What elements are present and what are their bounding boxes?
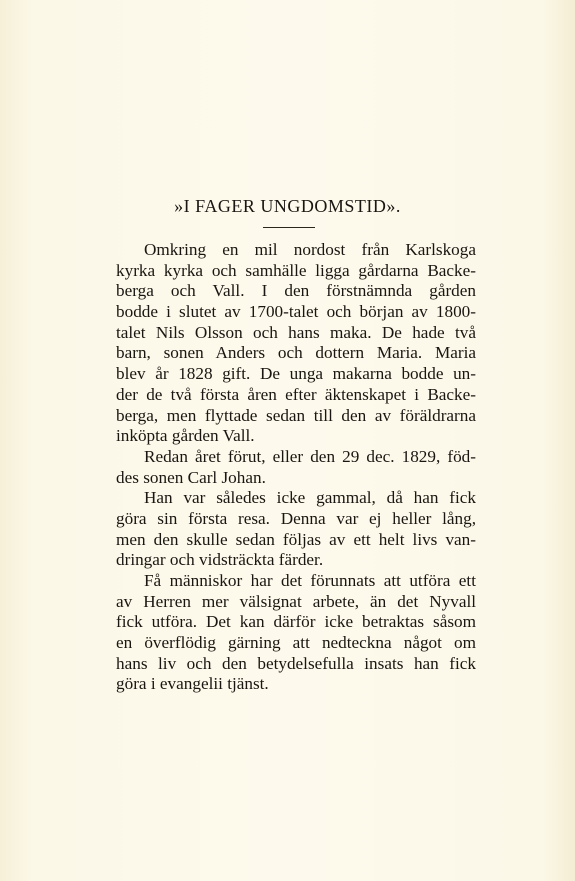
- chapter-heading: »I FAGER UNGDOMSTID».: [174, 196, 401, 216]
- text-line: kyrka kyrka och samhälle ligga gårdarna Backe-: [116, 260, 476, 280]
- text-line: inköpta gården Vall.: [116, 426, 255, 446]
- text-line: dringar och vidsträckta färder.: [116, 550, 324, 570]
- text-line: hans liv och den betydelsefulla insats han fick: [116, 653, 476, 673]
- body-text: [116, 240, 476, 695]
- text-line: barn, sonen Anders och dottern Maria. Maria: [116, 343, 476, 363]
- text-line: av Herren mer välsignat arbete, än det Nyvall: [116, 591, 476, 611]
- text-line: talet Nils Olsson och hans maka. De hade två: [116, 322, 476, 342]
- text-line: Omkring en mil nordost från Karlskoga: [144, 240, 476, 259]
- text-line: bodde i slutet av 1700-talet och början av 1800-: [116, 302, 476, 322]
- text-line: berga, men flyttade sedan till den av föräldrarna: [116, 405, 476, 425]
- text-line: berga och Vall. I den förstnämnda gården: [116, 281, 476, 301]
- text-line: blev år 1828 gift. De unga makarna bodde un-: [116, 364, 476, 384]
- heading-rule: [263, 227, 315, 228]
- text-line: göra i evangelii tjänst.: [116, 674, 269, 694]
- text-line: göra sin första resa. Denna var ej heller lång,: [116, 508, 476, 528]
- text-line: Redan året förut, eller den 29 dec. 1829, föd-: [144, 446, 476, 466]
- text-line: fick utföra. Det kan därför icke betraktas såsom: [116, 612, 476, 632]
- text-line: Han var således icke gammal, då han fick: [144, 488, 476, 508]
- text-line: men den skulle sedan följas av ett helt livs van-: [116, 529, 476, 549]
- text-line: des sonen Carl Johan.: [116, 467, 266, 487]
- text-line: Få människor har det förunnats att utföra ett: [144, 571, 476, 590]
- text-line: der de två första åren efter äktenskapet i Backe-: [116, 384, 476, 404]
- text-line: en överflödig gärning att nedteckna något om: [116, 633, 476, 653]
